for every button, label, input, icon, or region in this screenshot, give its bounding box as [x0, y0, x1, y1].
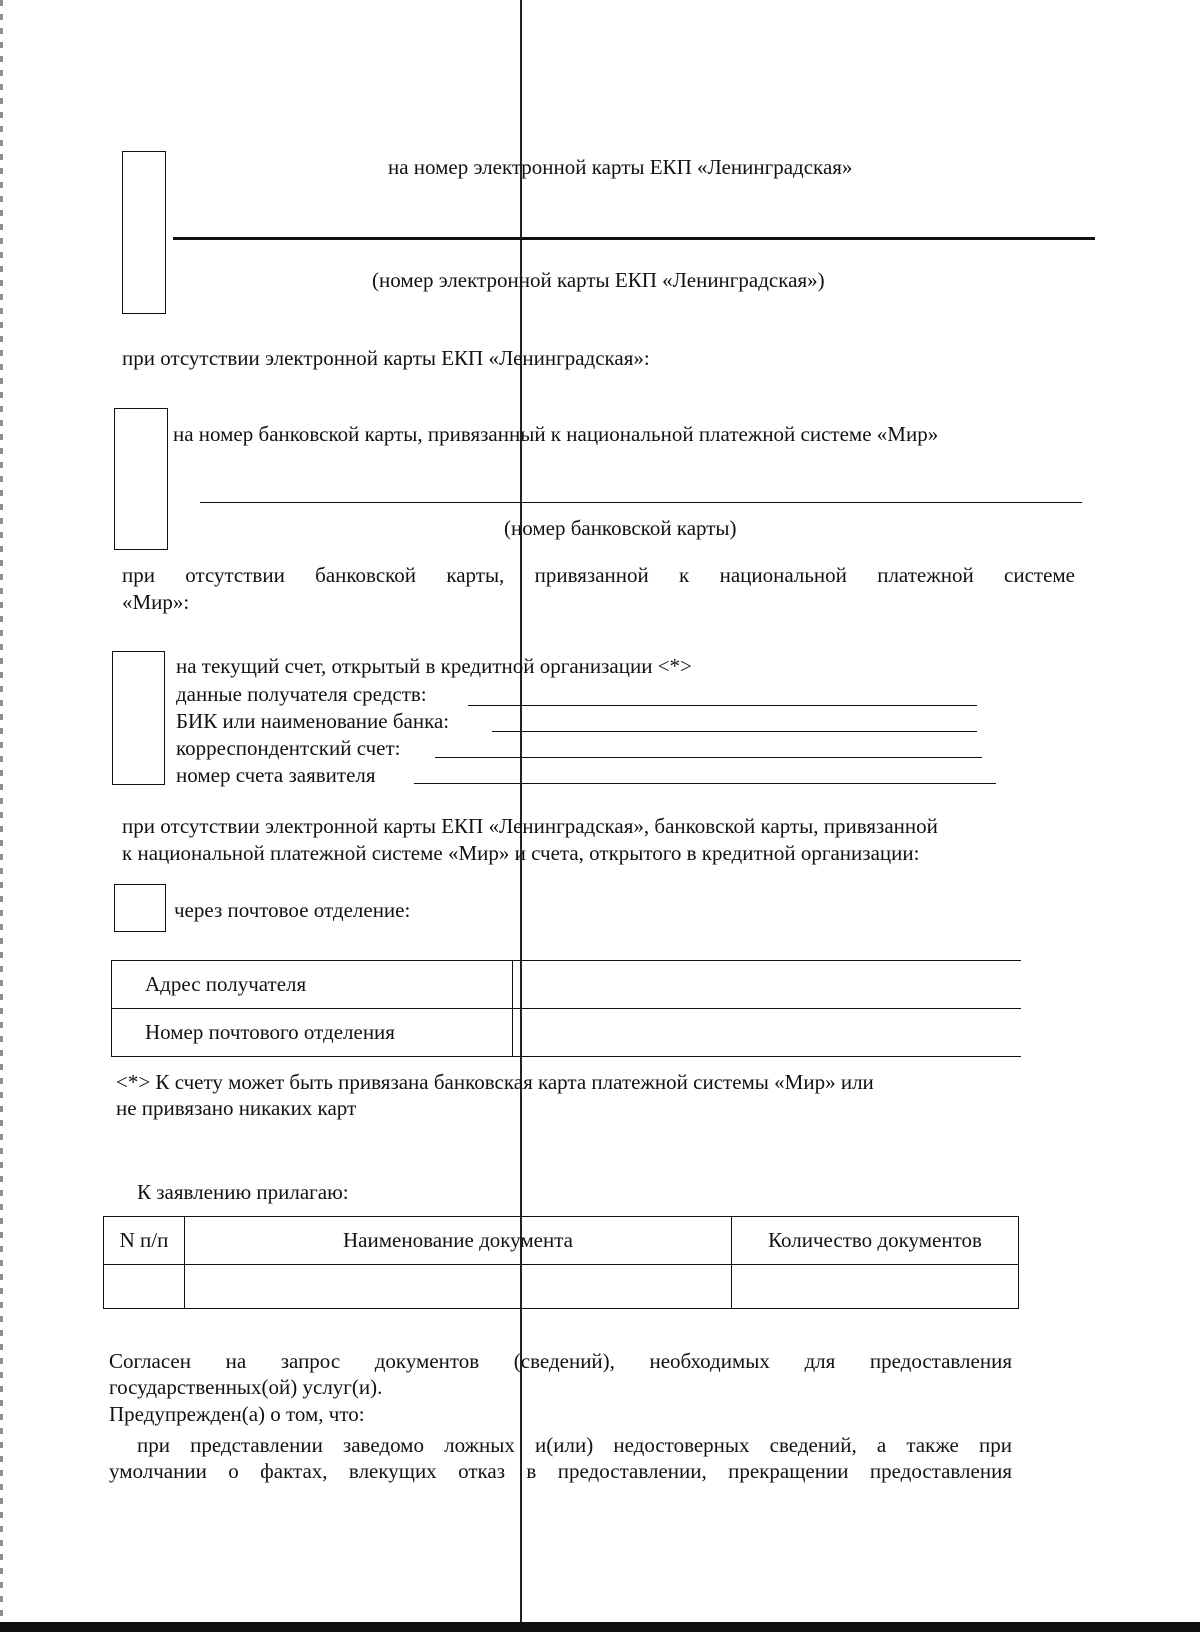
applicant-account-label: номер счета заявителя	[176, 763, 376, 787]
attachments-col-count: Количество документов	[732, 1217, 1019, 1265]
post-option-label: через почтовое отделение:	[174, 898, 411, 922]
bank-card-checkbox[interactable]	[114, 408, 168, 550]
corr-account-label: корреспондентский счет:	[176, 736, 401, 760]
corr-account-field-line[interactable]	[435, 757, 982, 758]
bank-bik-field-line[interactable]	[492, 731, 977, 732]
footnote-line1: <*> К счету может быть привязана банковская карта платежной системы «Мир» или	[116, 1070, 874, 1094]
table-row	[104, 1217, 1019, 1265]
warned-heading: Предупрежден(а) о том, что:	[109, 1402, 365, 1426]
table-row	[112, 961, 1022, 1009]
consent-line2: государственных(ой) услуг(и).	[109, 1375, 383, 1399]
post-address-label: Адрес получателя	[112, 961, 513, 1009]
account-option-label: на текущий счет, открытый в кредитной организации <*>	[176, 654, 692, 678]
bank-card-number-line[interactable]	[200, 502, 1082, 503]
consent-line3: при представлении заведомо ложных и(или) недостоверных сведений, а также при	[137, 1433, 1012, 1457]
attachments-cell-count[interactable]	[732, 1265, 1019, 1309]
table-row	[112, 1009, 1022, 1057]
attachments-heading: К заявлению прилагаю:	[137, 1180, 349, 1204]
no-bank-card-heading-line2: «Мир»:	[122, 590, 190, 614]
attachments-table	[103, 1216, 1019, 1309]
ekp-card-checkbox[interactable]	[122, 151, 166, 314]
ekp-card-number-line[interactable]	[173, 237, 1095, 240]
no-all-heading-line1: при отсутствии электронной карты ЕКП «Ленинградская», банковской карты, привязанной	[122, 814, 938, 838]
table-row	[104, 1265, 1019, 1309]
post-address-value[interactable]	[513, 961, 1022, 1009]
recipient-label: данные получателя средств:	[176, 682, 427, 706]
attachments-cell-name[interactable]	[185, 1265, 732, 1309]
scan-left-edge	[0, 0, 3, 1632]
no-ekp-heading: при отсутствии электронной карты ЕКП «Ленинградская»:	[122, 346, 650, 370]
no-all-heading-line2: к национальной платежной системе «Мир» и счета, открытого в кредитной организации:	[122, 841, 920, 865]
post-checkbox[interactable]	[114, 884, 166, 932]
consent-line4: умолчании о фактах, влекущих отказ в предоставлении, прекращении предоставления	[109, 1459, 1012, 1483]
attachments-col-number: N п/п	[104, 1217, 185, 1265]
bank-bik-label: БИК или наименование банка:	[176, 709, 450, 733]
no-bank-card-heading-line1: при отсутствии банковской карты, привязанной к национальной платежной системе	[122, 563, 1075, 587]
applicant-account-field-line[interactable]	[414, 783, 996, 784]
ekp-card-caption: (номер электронной карты ЕКП «Ленинградская»)	[372, 268, 825, 292]
ekp-card-option-label: на номер электронной карты ЕКП «Ленинградская»	[388, 155, 853, 179]
post-office-label: Номер почтового отделения	[112, 1009, 513, 1057]
scan-bottom-edge	[0, 1622, 1200, 1632]
attachments-col-name: Наименование документа	[185, 1217, 732, 1265]
bank-card-option-label: на номер банковской карты, привязанный к национальной платежной системе «Мир»	[173, 422, 939, 446]
footnote-line2: не привязано никаких карт	[116, 1096, 357, 1120]
consent-line1: Согласен на запрос документов (сведений), необходимых для предоставления	[109, 1349, 1012, 1373]
recipient-field-line[interactable]	[468, 705, 977, 706]
attachments-cell-number[interactable]	[104, 1265, 185, 1309]
bank-card-caption: (номер банковской карты)	[504, 516, 737, 540]
post-address-table	[111, 960, 1021, 1057]
post-office-value[interactable]	[513, 1009, 1022, 1057]
account-checkbox[interactable]	[112, 651, 165, 785]
